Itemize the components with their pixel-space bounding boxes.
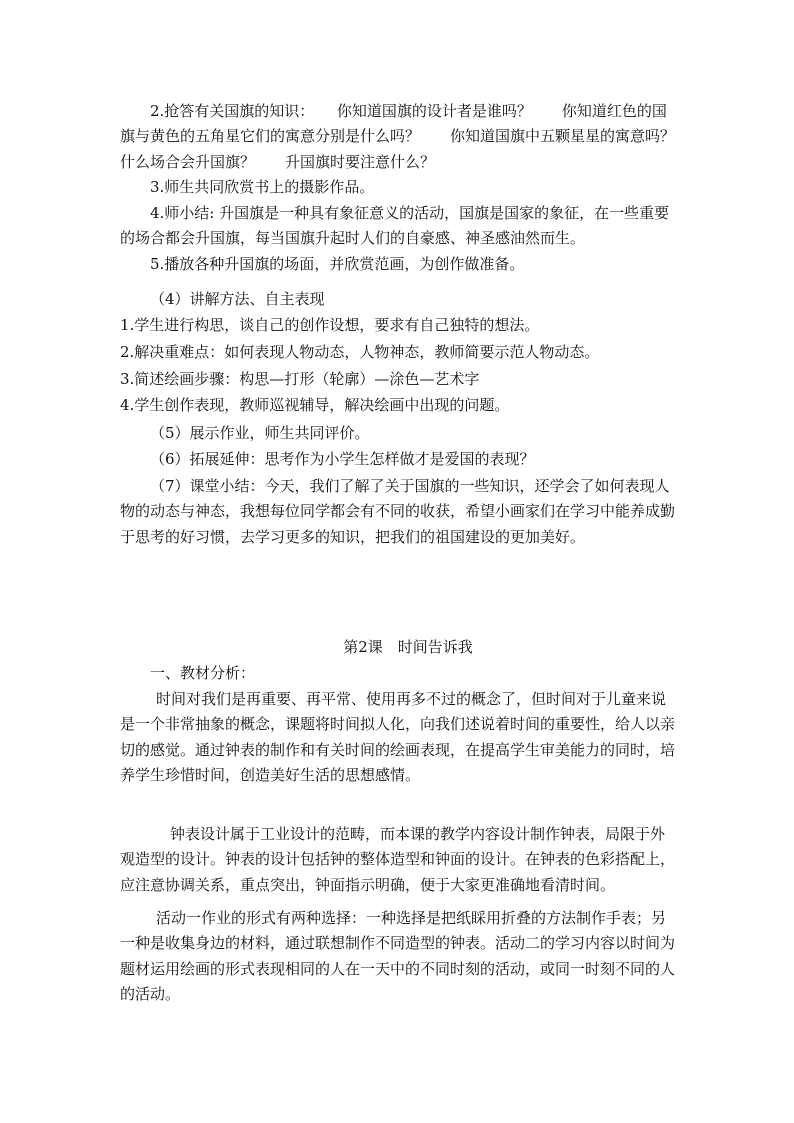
paragraph-step-1: 1.学生进行构思，谈自己的创作设想，要求有自己独特的想法。 <box>120 316 540 334</box>
section-heading-extension: （6）拓展延伸：思考作为小学生怎样做才是爱国的表现？ <box>150 450 535 468</box>
section-heading-show-work: （5）展示作业，师生共同评价。 <box>150 424 370 442</box>
paragraph-step-2: 2.解决重难点：如何表现人物动态，人物神态，教师简要示范人物动态。 <box>120 343 600 361</box>
paragraph-clock-design: 钟表设计属于工业设计的范畴，而本课的教学内容设计制作钟表，局限于外观造型的设计。钟表的设计包括钟的整体造型和钟面的设计。在钟表的色彩搭配上，应注意协调关系，重点突出，钟面指示明确，便于大家更准确地看清时间。 <box>120 825 676 894</box>
paragraph-appreciate-photos: 3.师生共同欣赏书上的摄影作品。 <box>150 178 375 196</box>
paragraph-teacher-summary: 4.师小结: 升国旗是一种具有象征意义的活动，国旗是国家的象征，在一些重要的场合都会升国旗，每当国旗升起时人们的自豪感、神圣感油然而生。 <box>120 204 670 248</box>
paragraph-step-4: 4.学生创作表现，教师巡视辅导，解决绘画中出现的问题。 <box>120 396 510 414</box>
section-heading-textbook-analysis: 一、教材分析： <box>150 664 256 682</box>
paragraph-step-3: 3.简述绘画步骤：构思—打形（轮廓）—涂色—艺术字 <box>120 370 480 388</box>
lesson-title: 第2课 时间告诉我 <box>343 638 473 656</box>
paragraph-play-scenes: 5.播放各种升国旗的场面，并欣赏范画，为创作做准备。 <box>150 255 525 273</box>
paragraph-time-concept: 时间对我们是再重要、再平常、使用再多不过的概念了，但时间对于儿童来说是一个非常抽象的概念，课题将时间拟人化，向我们述说着时间的重要性，给人以亲切的感觉。通过钟表的制作和有关时间的绘画表现，在提高学生审美能力的同时，培养学生珍惜时间，创造美好生活的思想感情。 <box>120 690 676 785</box>
paragraph-activities: 活动一作业的形式有两种选择：一种选择是把纸睬用折叠的方法制作手表；另一种是收集身边的材料，通过联想制作不同造型的钟表。活动二的学习内容以时间为题材运用绘画的形式表现相同的人在一天中的不同时刻的活动，或同一时刻不同的人的活动。 <box>120 909 676 1004</box>
section-heading-class-summary: （7）课堂小结：今天，我们了解了关于国旗的一些知识，还学会了如何表现人物的动态与神态，我想每位同学都会有不同的收获，希望小画家们在学习中能养成勤于思考的好习惯，去学习更多的知识，把我们的祖国建设的更加美好。 <box>120 477 676 546</box>
section-heading-method: （4）讲解方法、自主表现 <box>150 290 325 308</box>
paragraph-flag-quiz: 2.抢答有关国旗的知识： 你知道国旗的设计者是谁吗？ 你知道红色的国旗与黄色的五角星它们的寓意分别是什么吗？ 你知道国旗中五颗星星的寓意吗？ 什么场合会升国旗？ 升国旗时要注意什么？ <box>120 102 706 171</box>
